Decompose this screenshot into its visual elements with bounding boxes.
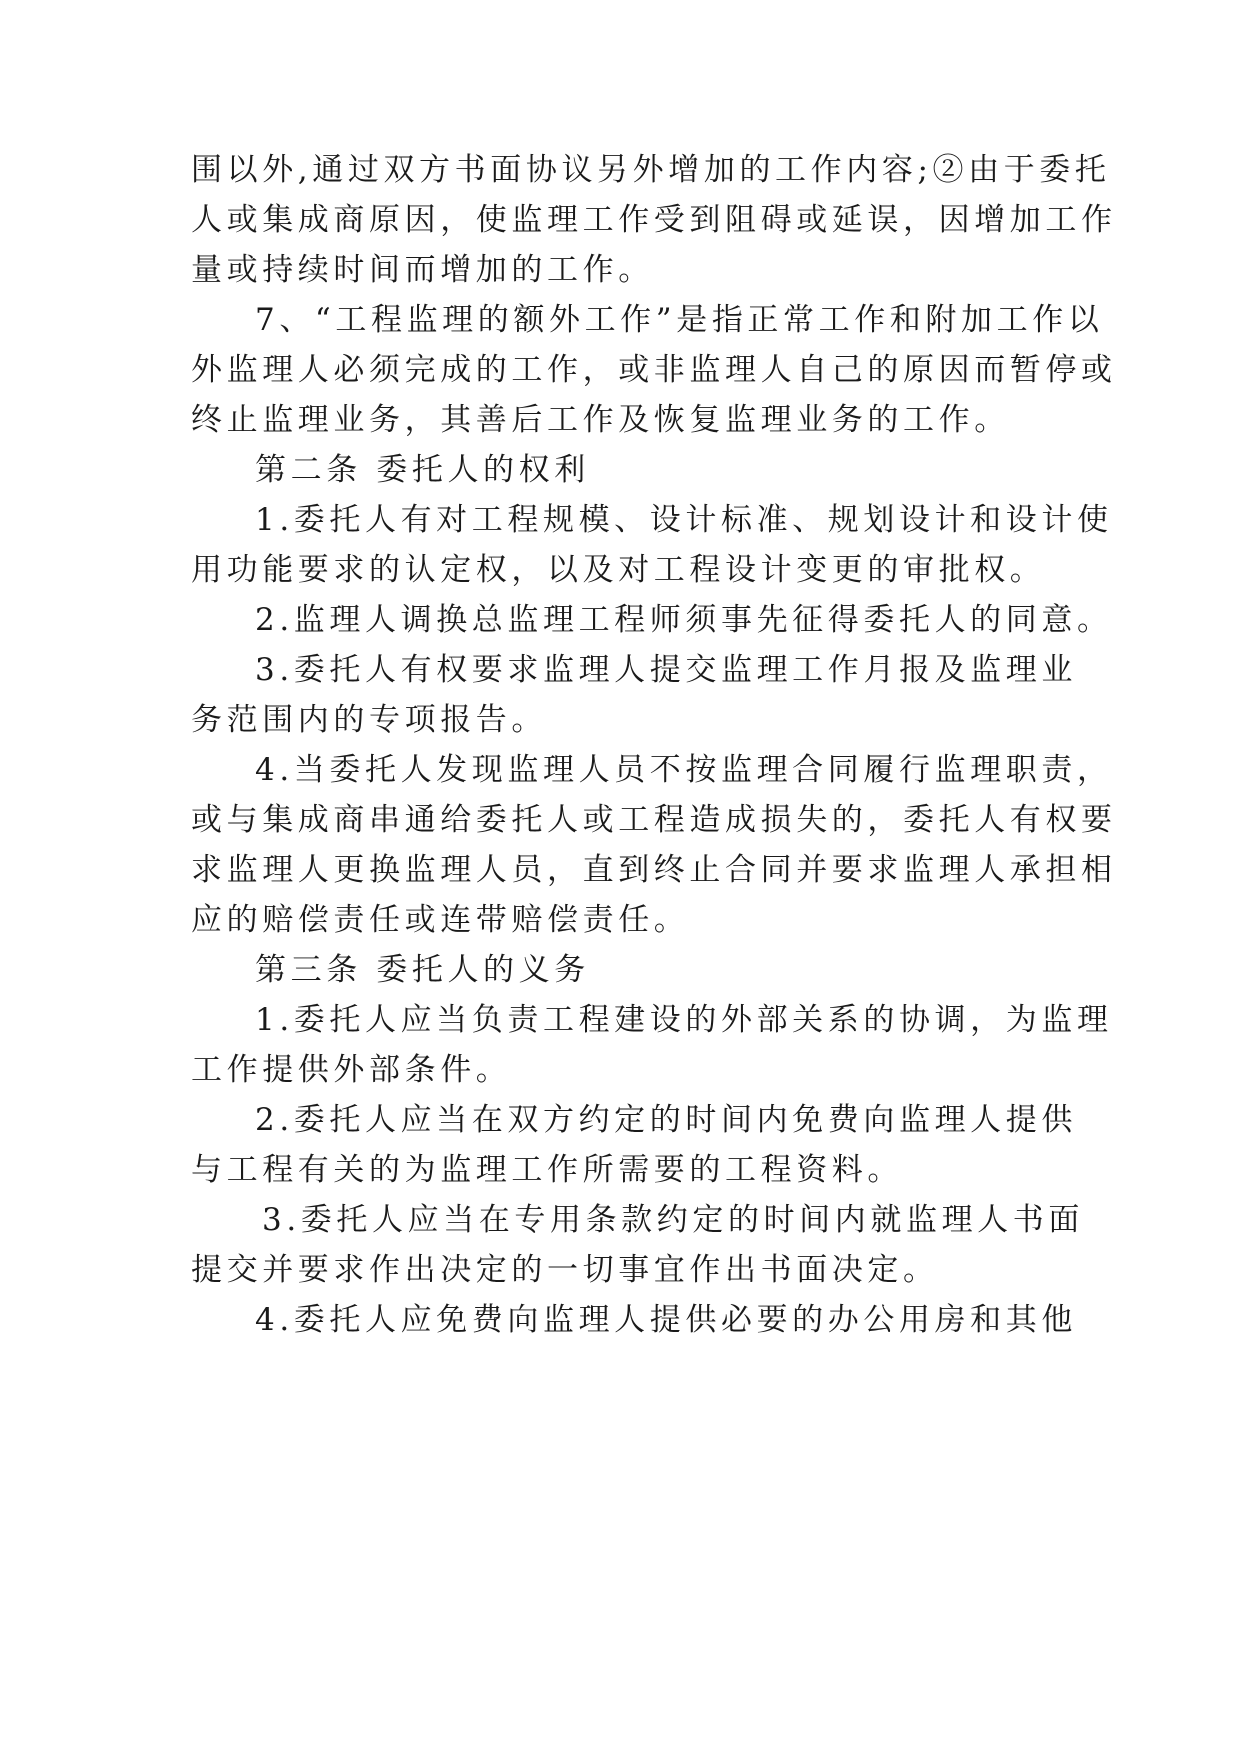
text-line: 务范围内的专项报告。: [191, 702, 547, 738]
section-heading: 第三条 委托人的义务: [255, 952, 590, 988]
text-line: 量或持续时间而增加的工作。: [191, 252, 654, 288]
text-line: 1.委托人有对工程规模、设计标准、规划设计和设计使: [255, 502, 1113, 538]
text-line: 4.委托人应免费向监理人提供必要的办公用房和其他: [255, 1302, 1077, 1338]
text-line: 提交并要求作出决定的一切事宜作出书面决定。: [191, 1252, 939, 1288]
text-line: 人或集成商原因，使监理工作受到阻碍或延误，因增加工作: [191, 202, 1117, 238]
text-line: 4.当委托人发现监理人员不按监理合同履行监理职责，: [255, 752, 1113, 788]
text-line: 7、“工程监理的额外工作”是指正常工作和附加工作以: [255, 302, 1104, 338]
text-line: 3.委托人有权要求监理人提交监理工作月报及监理业: [255, 652, 1077, 688]
text-line: 工作提供外部条件。: [191, 1052, 512, 1088]
text-line: 2.监理人调换总监理工程师须事先征得委托人的同意。: [255, 602, 1113, 638]
text-line: 2.委托人应当在双方约定的时间内免费向监理人提供: [255, 1102, 1077, 1138]
text-line: 3.委托人应当在专用条款约定的时间内就监理人书面: [262, 1202, 1084, 1238]
text-line: 终止监理业务，其善后工作及恢复监理业务的工作。: [191, 402, 1010, 438]
section-heading: 第二条 委托人的权利: [255, 452, 590, 488]
text-line: 求监理人更换监理人员，直到终止合同并要求监理人承担相: [191, 852, 1117, 888]
text-line: 外监理人必须完成的工作，或非监理人自己的原因而暂停或: [191, 352, 1117, 388]
text-line: 用功能要求的认定权，以及对工程设计变更的审批权。: [191, 552, 1046, 588]
text-line: 与工程有关的为监理工作所需要的工程资料。: [191, 1152, 903, 1188]
text-line: 1.委托人应当负责工程建设的外部关系的协调，为监理: [255, 1002, 1113, 1038]
text-line: 应的赔偿责任或连带赔偿责任。: [191, 902, 690, 938]
text-line: 围以外,通过双方书面协议另外增加的工作内容;②由于委托: [191, 152, 1111, 188]
text-line: 或与集成商串通给委托人或工程造成损失的，委托人有权要: [191, 802, 1117, 838]
